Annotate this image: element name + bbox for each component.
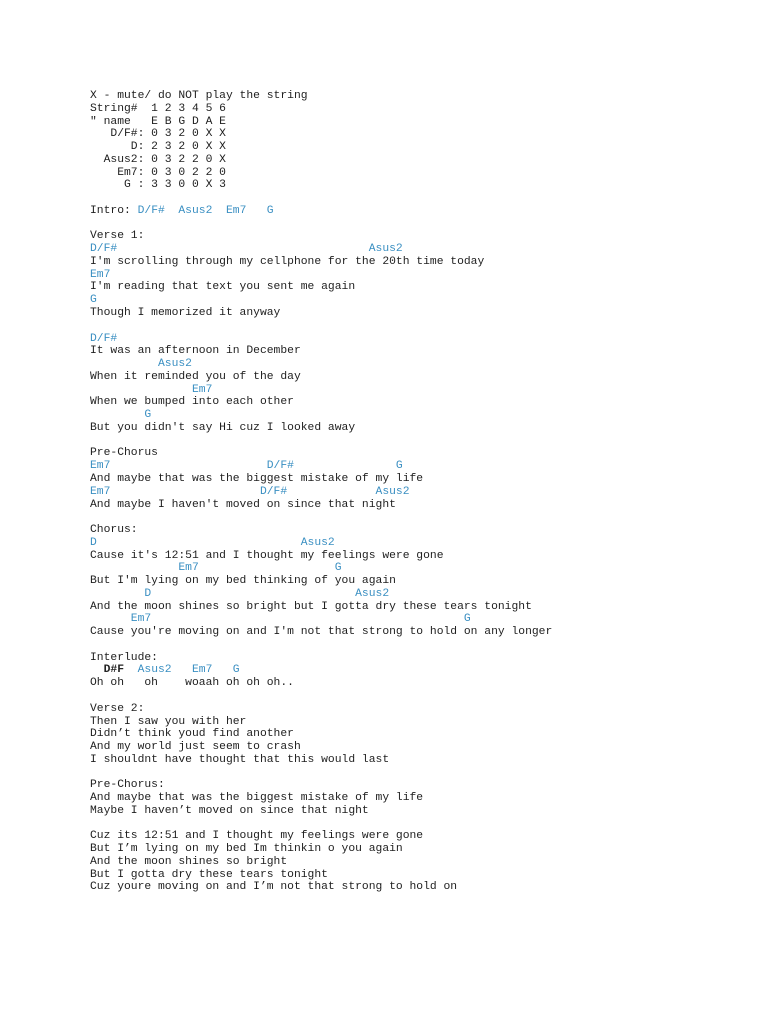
lyric-line: [90, 575, 552, 588]
blank-line: [90, 639, 552, 652]
blank-line: [90, 818, 552, 831]
lyric-line: [90, 792, 552, 805]
text-segment: But I’m lying on my bed Im thinkin o you again: [90, 843, 403, 856]
text-segment: But I'm lying on my bed thinking of you again: [90, 575, 396, 588]
lyric-line: [90, 869, 552, 882]
chord-line: [90, 205, 552, 218]
lyric-line: [90, 422, 552, 435]
lyric-line: [90, 473, 552, 486]
lyric-line: [90, 447, 552, 460]
chord-line: [90, 486, 552, 499]
text-segment: Interlude:: [90, 651, 158, 664]
lyric-line: [90, 779, 552, 792]
chord-line: [90, 460, 552, 473]
text-segment: [90, 664, 104, 676]
lyric-line: [90, 524, 552, 537]
lyric-line: [90, 281, 552, 294]
chord-line: [90, 613, 552, 626]
text-segment: Cuz its 12:51 and I thought my feelings were gone: [90, 830, 424, 843]
text-segment: Then I saw you with her: [90, 715, 247, 728]
chord-line: [90, 358, 552, 371]
chord-label: D/F# Asus2: [90, 243, 403, 256]
chord-label: G: [90, 294, 97, 307]
text-segment: Verse 2:: [90, 702, 145, 715]
chord-label: G: [90, 409, 152, 422]
text-segment: And maybe that was the biggest mistake of my life: [90, 472, 424, 485]
text-segment: Asus2: 0 3 2 2 0 X: [90, 153, 226, 166]
lyric-line: [90, 716, 552, 729]
lyric-line: [90, 881, 552, 894]
lyric-line: [90, 741, 552, 754]
blank-line: [90, 435, 552, 448]
lyric-line: [90, 307, 552, 320]
blank-line: [90, 690, 552, 703]
text-segment: And maybe I haven't moved on since that night: [90, 498, 396, 511]
lyric-line: [90, 396, 552, 409]
chord-label: Em7 G: [90, 562, 342, 575]
chord-sheet-document: [90, 90, 552, 894]
lyric-line: [90, 677, 552, 690]
lyric-line: [90, 805, 552, 818]
blank-line: [90, 218, 552, 231]
text-segment: And the moon shines so bright but I gotta dry these tears tonight: [90, 600, 532, 613]
chord-line: [90, 294, 552, 307]
lyric-line: [90, 345, 552, 358]
text-segment: It was an afternoon in December: [90, 345, 301, 358]
blank-line: [90, 511, 552, 524]
lyric-line: [90, 116, 552, 129]
lyric-line: [90, 90, 552, 103]
lyric-line: [90, 179, 552, 192]
lyric-line: [90, 652, 552, 665]
text-segment: Didn’t think youd find another: [90, 728, 294, 741]
lyric-line: [90, 550, 552, 563]
text-segment: Pre-Chorus:: [90, 779, 165, 792]
lyric-line: [90, 843, 552, 856]
lyric-line: [90, 601, 552, 614]
text-segment: I'm reading that text you sent me again: [90, 281, 356, 294]
text-segment: But I gotta dry these tears tonight: [90, 868, 328, 881]
chord-label: Em7: [90, 383, 213, 396]
chord-label: D/F#: [90, 332, 118, 345]
text-segment: D/F#: 0 3 2 0 X X: [90, 128, 226, 141]
text-segment: And the moon shines so bright: [90, 855, 288, 868]
chord-label: Em7: [90, 268, 111, 281]
text-segment: G : 3 3 0 0 X 3: [90, 179, 226, 192]
chord-line: [90, 243, 552, 256]
text-segment: I shouldnt have thought that this would last: [90, 753, 390, 766]
chord-label: D Asus2: [90, 587, 390, 600]
text-segment: Em7: 0 3 0 2 2 0: [90, 166, 226, 179]
lyric-line: [90, 499, 552, 512]
text-segment: Though I memorized it anyway: [90, 307, 281, 320]
text-segment: Intro:: [90, 204, 138, 217]
lyric-line: [90, 626, 552, 639]
chord-label: D/F# Asus2 Em7 G: [137, 204, 274, 217]
lyric-line: [90, 371, 552, 384]
text-segment: " name E B G D A E: [90, 115, 226, 128]
text-segment: Verse 1:: [90, 230, 145, 243]
lyric-line: [90, 256, 552, 269]
lyric-line: [90, 103, 552, 116]
chord-line: [90, 588, 552, 601]
chord-line: [90, 333, 552, 346]
lyric-line: [90, 728, 552, 741]
text-segment: And maybe that was the biggest mistake of my life: [90, 792, 424, 805]
text-segment: When we bumped into each other: [90, 396, 294, 409]
text-segment: Cause you're moving on and I'm not that strong to hold on any longer: [90, 626, 553, 639]
chord-label: Em7 D/F# G: [90, 460, 403, 473]
chord-label: Em7 G: [90, 613, 471, 626]
lyric-line: [90, 754, 552, 767]
text-segment: X - mute/ do NOT play the string: [90, 90, 308, 102]
lyric-line: [90, 167, 552, 180]
chord-line: [90, 562, 552, 575]
text-segment: Oh oh oh woaah oh oh oh..: [90, 677, 294, 690]
chord-line: [90, 269, 552, 282]
lyric-line: [90, 141, 552, 154]
blank-line: [90, 767, 552, 780]
chord-line: [90, 537, 552, 550]
chord-line: [90, 384, 552, 397]
text-segment: But you didn't say Hi cuz I looked away: [90, 421, 356, 434]
text-segment: Cuz youre moving on and I’m not that strong to hold on: [90, 881, 458, 894]
chord-label: D#F: [103, 664, 125, 677]
text-segment: D: 2 3 2 0 X X: [90, 141, 226, 154]
lyric-line: [90, 703, 552, 716]
chord-label: Asus2 Em7 G: [124, 664, 240, 677]
blank-line: [90, 320, 552, 333]
text-segment: When it reminded you of the day: [90, 370, 301, 383]
lyric-line: [90, 128, 552, 141]
text-segment: I'm scrolling through my cellphone for the 20th time today: [90, 255, 485, 268]
lyric-line: [90, 856, 552, 869]
text-segment: Pre-Chorus: [90, 447, 158, 460]
lyric-line: [90, 830, 552, 843]
text-segment: And my world just seem to crash: [90, 741, 301, 754]
text-segment: Cause it's 12:51 and I thought my feelings were gone: [90, 549, 444, 562]
chord-line: [90, 409, 552, 422]
lyric-line: [90, 230, 552, 243]
chord-label: Asus2: [90, 358, 192, 371]
text-segment: Maybe I haven’t moved on since that night: [90, 804, 369, 817]
chord-label: Em7 D/F# Asus2: [90, 485, 410, 498]
chord-line: [90, 664, 552, 677]
text-segment: String# 1 2 3 4 5 6: [90, 102, 226, 115]
chord-label: D Asus2: [90, 536, 335, 549]
blank-line: [90, 192, 552, 205]
lyric-line: [90, 154, 552, 167]
text-segment: Chorus:: [90, 524, 138, 537]
